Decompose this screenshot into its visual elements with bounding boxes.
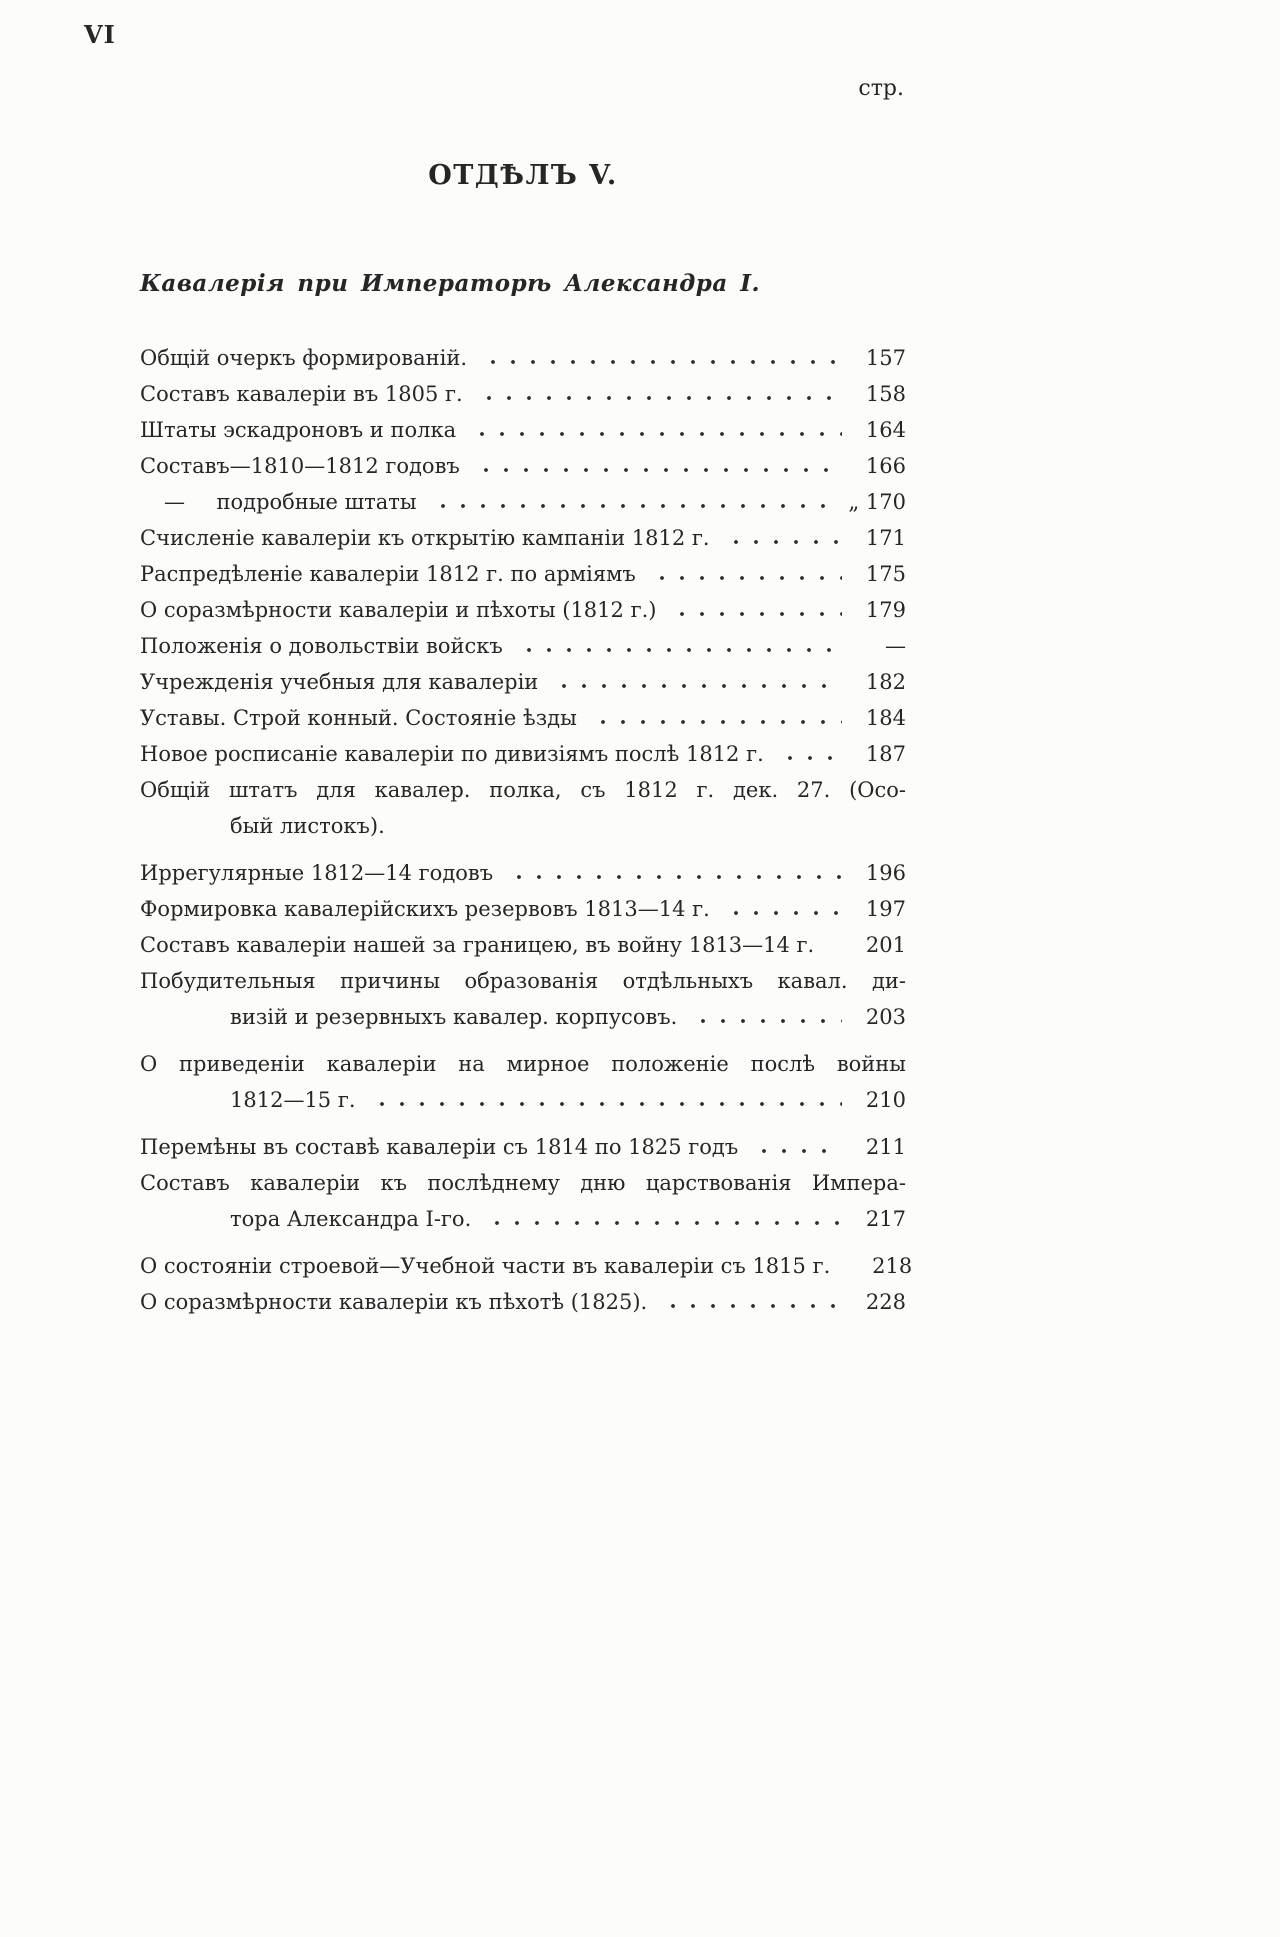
toc-row [140, 927, 906, 963]
toc-leader-dots [472, 467, 842, 473]
toc-entry-text: О соразмѣрности кавалеріи и пѣхоты (1812 г.) [140, 598, 657, 622]
toc-entry-text: бый листокъ). [230, 814, 385, 838]
toc-leader-dots [475, 395, 842, 401]
toc-page-number: 187 [865, 742, 906, 766]
toc-leader-dots [689, 1018, 842, 1024]
toc-entry-text: Иррегулярные 1812—14 годовъ [140, 861, 494, 885]
toc-entry-text: Учрежденія учебныя для кавалеріи [140, 670, 539, 694]
toc-leader-dots [826, 946, 842, 952]
toc-entry-text: Перемѣны въ составѣ кавалеріи съ 1814 по 1825 годъ [140, 1135, 739, 1159]
toc-entry-text: Составъ кавалеріи нашей за границею, въ войну 1813—14 г. [140, 933, 815, 957]
toc-page-number: 218 [872, 1254, 913, 1278]
toc-leader-dots [648, 575, 842, 581]
toc-row [140, 963, 906, 999]
toc-row [140, 628, 906, 664]
toc-page-number: „ 170 [848, 490, 906, 514]
toc-row [140, 664, 906, 700]
page-column-label: стр. [858, 76, 904, 101]
toc-row [140, 1201, 906, 1237]
toc-leader-dots [722, 910, 842, 916]
toc-page-number: 201 [865, 933, 906, 957]
toc-entry-text: визій и резервныхъ кавалер. корпусовъ. [230, 1005, 678, 1029]
toc-page-number: 211 [865, 1135, 906, 1159]
toc-leader-dots [842, 1267, 848, 1273]
toc-leader-dots [479, 359, 842, 365]
toc-row [140, 1284, 906, 1320]
toc-entry-text: Общій очеркъ формированій. [140, 346, 467, 370]
toc-row [140, 999, 906, 1035]
toc-row [140, 700, 906, 736]
toc-entry-text: Формировка кавалерійскихъ резервовъ 1813—14 г. [140, 897, 710, 921]
toc-row [140, 772, 906, 808]
folio-number: VI [84, 20, 116, 49]
toc-row [140, 891, 906, 927]
toc-row [140, 1248, 913, 1284]
section-title: ОТДѢЛЪ V. [428, 160, 618, 191]
toc-leader-dots [368, 1101, 842, 1107]
toc-leader-dots [468, 431, 842, 437]
toc-row [140, 556, 906, 592]
toc-leader-dots [550, 683, 842, 689]
toc-entry-text: Составъ—1810—1812 годовъ [140, 454, 460, 478]
toc-page-number: 182 [865, 670, 906, 694]
toc-page-number: 210 [865, 1088, 906, 1112]
toc-leader-dots [505, 874, 842, 880]
toc-row [140, 484, 906, 520]
toc-row [140, 448, 906, 484]
toc-row [140, 592, 906, 628]
toc-entry-text: Составъ кавалеріи къ послѣднему дню царствованія Импера- [140, 1171, 906, 1195]
toc-entry-text: О состояніи строевой—Учебной части въ кавалеріи съ 1815 г. [140, 1254, 831, 1278]
toc-leader-dots [722, 539, 842, 545]
toc-leader-dots [750, 1148, 842, 1154]
toc-row [140, 520, 906, 556]
toc-entry-text: 1812—15 г. [230, 1088, 356, 1112]
section-subtitle: Кавалерія при Императорѣ Александра I. [140, 270, 761, 297]
toc-page-number: 166 [865, 454, 906, 478]
toc-page-number: 157 [865, 346, 906, 370]
toc-entry-text: Побудительныя причины образованія отдѣльныхъ кавал. ди- [140, 969, 906, 993]
toc-list [140, 340, 913, 1320]
toc-row [140, 808, 906, 844]
toc-page-number: 197 [865, 897, 906, 921]
toc-row [140, 376, 906, 412]
toc-page-number: 158 [865, 382, 906, 406]
toc-leader-dots [589, 719, 842, 725]
toc-entry-text: Общій штатъ для кавалер. полка, съ 1812 г. дек. 27. (Осо- [140, 778, 906, 802]
toc-entry-text: Счисленіе кавалеріи къ открытію кампаніи 1812 г. [140, 526, 710, 550]
toc-page-number: 228 [865, 1290, 906, 1314]
toc-entry-text: Новое росписаніе кавалеріи по дивизіямъ послѣ 1812 г. [140, 742, 764, 766]
toc-leader-dots [515, 647, 842, 653]
toc-leader-dots [659, 1303, 842, 1309]
toc-row [140, 1165, 906, 1201]
toc-row [140, 412, 906, 448]
toc-entry-text: тора Александра I-го. [230, 1207, 472, 1231]
toc-leader-dots [776, 755, 842, 761]
toc-page-number: — [885, 634, 906, 658]
toc-leader-dots [668, 611, 842, 617]
toc-entry-text: — подробные штаты [164, 490, 417, 514]
toc-page-number: 184 [865, 706, 906, 730]
toc-page-number: 164 [865, 418, 906, 442]
toc-entry-text: О соразмѣрности кавалеріи къ пѣхотѣ (1825). [140, 1290, 648, 1314]
toc-leader-dots [429, 503, 839, 509]
toc-page-number: 196 [865, 861, 906, 885]
toc-row [140, 1082, 906, 1118]
toc-row [140, 1046, 906, 1082]
toc-entry-text: О приведеніи кавалеріи на мирное положеніе послѣ войны [140, 1052, 906, 1076]
toc-entry-text: Составъ кавалеріи въ 1805 г. [140, 382, 463, 406]
toc-row [140, 340, 906, 376]
toc-entry-text: Штаты эскадроновъ и полка [140, 418, 457, 442]
toc-page-number: 175 [865, 562, 906, 586]
toc-row [140, 736, 906, 772]
toc-page-number: 217 [865, 1207, 906, 1231]
toc-page-number: 171 [865, 526, 906, 550]
toc-entry-text: Распредѣленіе кавалеріи 1812 г. по арміямъ [140, 562, 636, 586]
toc-row [140, 855, 906, 891]
toc-page-number: 179 [865, 598, 906, 622]
toc-page-number: 203 [865, 1005, 906, 1029]
toc-row [140, 1129, 906, 1165]
page-content [140, 0, 913, 1937]
toc-entry-text: Положенія о довольствіи войскъ [140, 634, 503, 658]
toc-leader-dots [483, 1220, 842, 1226]
toc-entry-text: Уставы. Строй конный. Состояніе ѣзды [140, 706, 577, 730]
